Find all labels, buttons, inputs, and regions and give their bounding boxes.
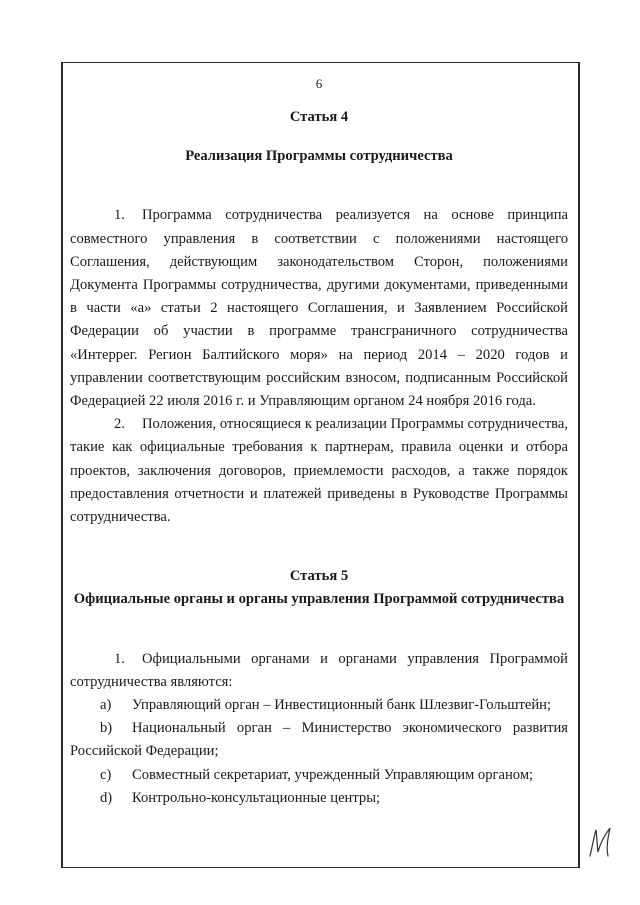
list-item-c xyxy=(70,764,568,787)
paragraph-text: Программа сотрудничества реализуется на основе принципа совместного управления в соответствии с положениями настоящего Соглашения, действующим законодательством Сторон, положениями Документа Программы сотрудничества, другими документами, приведенными в части «а» статьи 2 настоящего Соглашения, и Заявлением Российской Федерации об участии в программе трансграничного сотрудничества «Интеррег. Регион Балтийского моря» на период 2014 – 2020 годов и управлении соответствующим российским взносом, подписанным Российской Федерацией 22 июля 2016 г. и Управляющим органом 24 ноября 2016 года. xyxy=(70,207,568,410)
list-item-b xyxy=(70,717,568,763)
paragraph-text: Положения, относящиеся к реализации Программы сотрудничества, такие как официальные требования к партнерам, правила оценки и отбора проектов, заключения договоров, приемлемости расходов, а также порядок предоставления отчетности и платежей приведены в Руководстве Программы сотрудничества. xyxy=(70,416,568,526)
list-marker: b) xyxy=(100,720,113,737)
list-item-text: Совместный секретариат, учрежденный Управляющим органом; xyxy=(132,766,534,783)
page-number: 6 xyxy=(315,76,323,91)
paragraph-number: 1. xyxy=(114,207,125,224)
list-marker: d) xyxy=(100,789,113,806)
list-item-text: Управляющий орган – Инвестиционный банк Шлезвиг-Гольштейн; xyxy=(132,697,552,714)
list-item-d xyxy=(70,787,568,810)
handwritten-initial-mark xyxy=(586,822,616,862)
paragraph-number: 1. xyxy=(114,650,125,667)
document-body xyxy=(70,76,568,810)
article-4-paragraph-1 xyxy=(70,204,568,413)
list-marker: a) xyxy=(100,697,112,714)
list-item-text: Контрольно-консультационные центры; xyxy=(132,789,381,806)
article-5-title: Официальные органы и органы управления Программой сотрудничества xyxy=(73,591,565,608)
article-5-paragraph-1 xyxy=(70,648,568,694)
list-item-text: Национальный орган – Министерство экономического развития Российской Федерации; xyxy=(70,720,568,760)
list-marker: c) xyxy=(100,766,112,783)
article-4-heading: Статья 4 xyxy=(289,109,349,125)
list-item-a xyxy=(70,694,568,717)
paragraph-text: Официальными органами и органами управления Программой сотрудничества являются: xyxy=(70,650,568,690)
paragraph-number: 2. xyxy=(114,416,125,433)
article-4-paragraph-2 xyxy=(70,413,568,529)
article-5-heading: Статья 5 xyxy=(289,568,349,585)
article-4-title: Реализация Программы сотрудничества xyxy=(185,148,453,165)
